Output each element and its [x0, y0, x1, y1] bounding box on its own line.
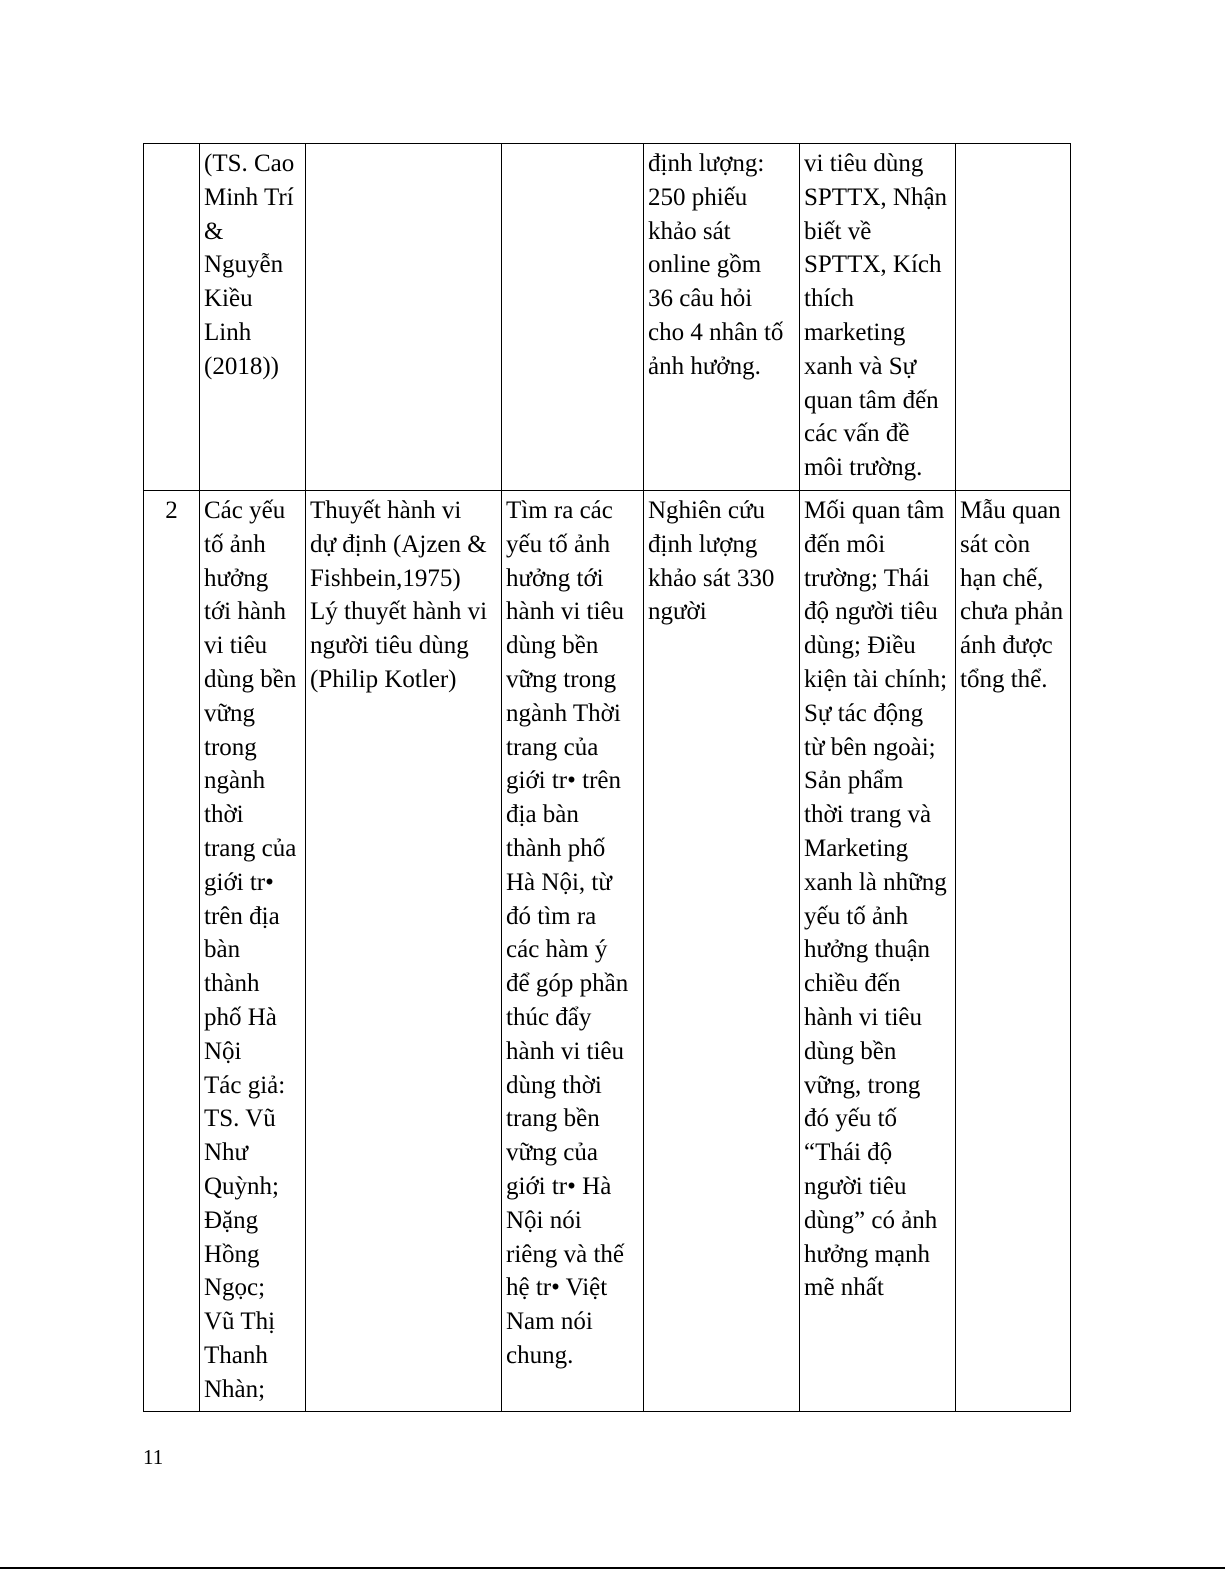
cell-limitation [956, 491, 1071, 1412]
cell-objective [502, 144, 644, 491]
cell-text-line: Thuyết hành vi [310, 497, 462, 524]
cell-text-line: hạn chế, [960, 564, 1044, 592]
cell-text-line: xanh và Sự [804, 352, 917, 380]
cell-text-line: “Thái độ [804, 1139, 893, 1167]
cell-text-line: thúc đẩy [506, 1003, 592, 1031]
cell-text-line: Fishbein,1975) [310, 564, 461, 592]
cell-text-line: trên địa [204, 902, 280, 930]
cell-text-line: Quỳnh; [204, 1172, 279, 1200]
cell-text-line: định lượng: [648, 150, 765, 177]
cell-text-line: hành vi tiêu [506, 1037, 625, 1065]
cell-text-line: sát còn [960, 530, 1031, 558]
cell-text-line: hưởng [204, 564, 269, 592]
cell-text-line: Đặng [204, 1206, 259, 1234]
cell-text-line: các hàm ý [506, 936, 608, 964]
cell-text-line: riêng và thế [506, 1240, 625, 1268]
cell-text-line: Nghiên cứu [648, 497, 765, 524]
cell-text-line: hưởng tới [506, 564, 604, 592]
cell-text-line: dùng” có ảnh [804, 1206, 938, 1234]
cell-method [644, 491, 800, 1412]
cell-study-title [200, 491, 306, 1412]
cell-text-line: đó yếu tố [804, 1105, 898, 1133]
cell-text-line: thích [804, 285, 854, 313]
cell-text-line: độ người tiêu [804, 598, 938, 626]
cell-text-line: online gồm [648, 251, 762, 279]
cell-text-line: địa bàn [506, 801, 579, 829]
cell-text-line: đó tìm ra [506, 902, 597, 930]
cell-text-line: cho 4 nhân tố [648, 318, 784, 346]
cell-text-line: 36 câu hỏi [648, 285, 753, 313]
cell-text-line: giới tr• Hà [506, 1172, 612, 1200]
cell-text-line: vững của [506, 1139, 598, 1167]
cell-text-line: & [204, 217, 224, 245]
cell-text-line: yếu tố ảnh [804, 902, 909, 930]
cell-text-line: marketing [804, 318, 906, 346]
cell-text-line: xanh là những [804, 868, 947, 896]
cell-text-line: mẽ nhất [804, 1274, 884, 1302]
cell-text-line: Linh [204, 318, 252, 346]
cell-text-line: hưởng thuận [804, 936, 931, 964]
cell-text-line: Nội nói [506, 1206, 582, 1234]
cell-text-line: người tiêu dùng [310, 632, 469, 660]
cell-text-line: giới tr• [204, 868, 274, 896]
cell-text-line: Tìm ra các [506, 497, 613, 524]
cell-text-line: (Philip Kotler) [310, 665, 457, 693]
cell-text-line: khảo sát [648, 217, 731, 245]
cell-text-line: môi trường. [804, 454, 923, 482]
cell-text-line: thời [204, 801, 244, 829]
cell-result [800, 491, 956, 1412]
cell-text-line: chung. [506, 1341, 574, 1369]
cell-text-line: trang của [204, 834, 297, 862]
cell-text-line: tới hành [204, 598, 286, 626]
cell-text-line: dùng bền [804, 1037, 897, 1065]
cell-text-line: trường; Thái [804, 564, 930, 592]
page-number: 11 [143, 1445, 164, 1469]
cell-text-line: ảnh hưởng. [648, 352, 761, 380]
cell-text-line: ngành Thời [506, 699, 621, 727]
cell-text-line: khảo sát 330 [648, 564, 775, 592]
cell-text-line: TS. Vũ [204, 1105, 276, 1133]
cell-text-line: Nhàn; [204, 1375, 266, 1403]
cell-result [800, 144, 956, 491]
cell-text-line: Mẫu quan [960, 497, 1061, 524]
cell-method [644, 144, 800, 491]
cell-text-line: ngành [204, 767, 266, 795]
cell-text-line: các vấn đề [804, 420, 910, 448]
cell-text-line: trong [204, 733, 257, 761]
cell-text-line: Minh Trí [204, 183, 294, 211]
cell-text-line: định lượng [648, 530, 758, 558]
cell-text-line: kiện tài chính; [804, 665, 948, 693]
cell-text-line: Tác giả: [204, 1071, 286, 1099]
cell-theory [306, 144, 502, 491]
cell-text-line: giới tr• trên [506, 767, 622, 795]
cell-text-line: quan tâm đến [804, 386, 939, 414]
cell-text-line: Nguyễn [204, 251, 284, 279]
cell-text-line: người tiêu [804, 1172, 907, 1200]
cell-stt: 2 [144, 491, 200, 1412]
cell-text-line: Nam nói [506, 1308, 593, 1336]
cell-text-line: thời trang và [804, 801, 932, 829]
cell-text-line: thành [204, 970, 260, 998]
cell-limitation [956, 144, 1071, 491]
cell-text-line: Sự tác động [804, 699, 924, 727]
cell-text-line: Ngọc; [204, 1274, 266, 1302]
cell-text-line: Nội [204, 1037, 242, 1065]
cell-text-line: hưởng mạnh [804, 1240, 931, 1268]
cell-text-line: dùng bền [506, 632, 599, 660]
cell-text-line: Sản phẩm [804, 767, 904, 795]
cell-text-line: biết về [804, 217, 872, 245]
cell-text-line: thành phố [506, 834, 606, 862]
cell-text-line: bàn [204, 936, 241, 964]
cell-text-line: vững trong [506, 665, 617, 693]
table-row [144, 491, 1071, 1412]
cell-text-line: trang bền [506, 1105, 600, 1133]
cell-text-line: Mối quan tâm [804, 497, 945, 524]
cell-text-line: đến môi [804, 530, 886, 558]
cell-text-line: từ bên ngoài; [804, 733, 936, 761]
cell-text-line: (TS. Cao [204, 150, 295, 177]
cell-text-line: tổng thể. [960, 665, 1048, 693]
cell-text-line: chưa phản [960, 598, 1064, 626]
cell-text-line: dùng; Điều [804, 632, 916, 660]
cell-text-line: để góp phần [506, 970, 629, 998]
footer-divider [0, 1567, 1225, 1569]
cell-text-line: Các yếu [204, 497, 286, 524]
cell-text-line: hệ tr• Việt [506, 1274, 608, 1302]
cell-study-title [200, 144, 306, 491]
cell-text-line: tố ảnh [204, 530, 266, 558]
cell-text-line: hành vi tiêu [804, 1003, 923, 1031]
cell-text-line: (2018)) [204, 352, 279, 380]
cell-text-line: dùng bền [204, 665, 297, 693]
cell-text-line: vững [204, 699, 256, 727]
cell-text-line: Marketing [804, 834, 909, 862]
cell-text-line: phố Hà [204, 1003, 277, 1031]
cell-text-line: SPTTX, Nhận [804, 183, 948, 211]
cell-text-line: Hồng [204, 1240, 260, 1268]
cell-text-line: Như [204, 1139, 249, 1167]
cell-text-line: SPTTX, Kích [804, 251, 942, 279]
cell-text-line: vững, trong [804, 1071, 921, 1099]
cell-text-line: vi tiêu dùng [804, 150, 924, 177]
cell-text-line: ánh được [960, 632, 1053, 660]
table-row [144, 144, 1071, 491]
cell-text-line: vi tiêu [204, 632, 268, 660]
cell-text-line: Thanh [204, 1341, 268, 1369]
cell-text-line: người [648, 598, 707, 626]
cell-text-line: chiều đến [804, 970, 901, 998]
cell-stt [144, 144, 200, 491]
literature-review-table [143, 143, 1071, 1412]
cell-text-line: trang của [506, 733, 599, 761]
cell-text-line: Kiều [204, 285, 253, 313]
cell-objective [502, 491, 644, 1412]
cell-text-line: hành vi tiêu [506, 598, 625, 626]
cell-theory [306, 491, 502, 1412]
cell-text-line: dùng thời [506, 1071, 602, 1099]
cell-text-line: Vũ Thị [204, 1308, 276, 1336]
cell-text-line: yếu tố ảnh [506, 530, 611, 558]
cell-text-line: Hà Nội, từ [506, 868, 612, 896]
cell-text-line: 250 phiếu [648, 183, 748, 211]
cell-text-line: dự định (Ajzen & [310, 530, 487, 558]
cell-text-line: Lý thuyết hành vi [310, 598, 488, 626]
